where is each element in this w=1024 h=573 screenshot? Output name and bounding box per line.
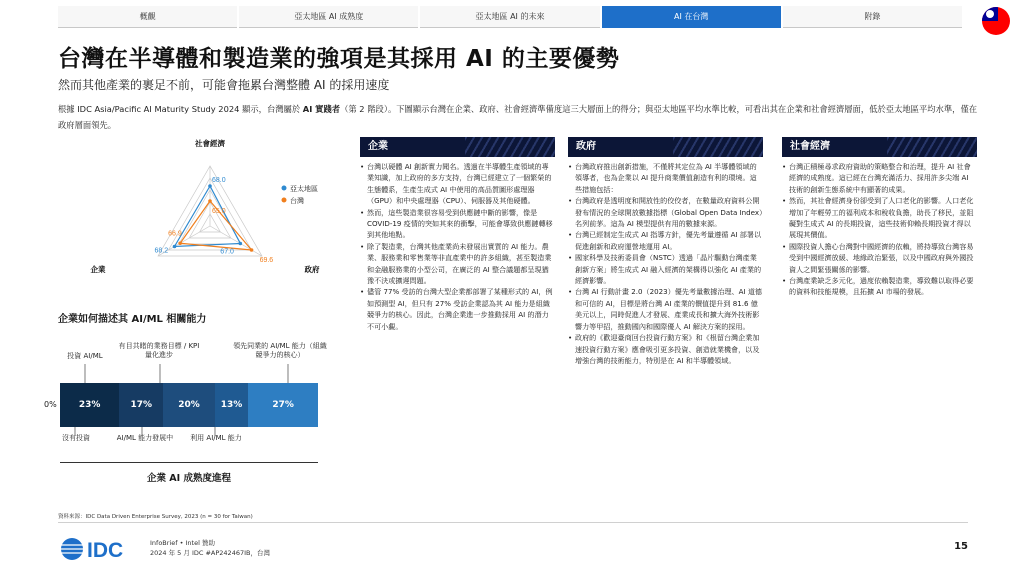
footer-line-1: InfoBrief • Intel 贊助 [150,539,215,547]
page-title: 台灣在半導體和製造業的強項是其採用 AI 的主要優勢 [58,46,620,72]
radar-point-apac-3 [239,242,243,246]
list-item: • 台灣政府是透明度和開放性的佼佼者，在數量政府資料公開發布情況的全球開放數據指標（Global Open Data Index）名列前茅。這為 AI 模型提供有用的數據來源。 [568,195,763,229]
anno-connectors-top [60,364,320,384]
list-item: • 台灣 AI 行動計畫 2.0（2023）優先考量數據治理、AI 道德和可信的 AI，目標是將台灣 AI 產業的價值提升到 81.6 億美元以上，同時促進人才發展、產業成長和擴大海外技術影響力等甲招，推動國內和國際優人 AI 解決方案的採用。 [568,286,763,332]
intro-paragraph [58,101,980,133]
tab-ai-in-taiwan[interactable]: AI 在台灣 [602,6,781,28]
bullet-list [360,161,555,332]
source-note: 資料來源：IDC Data Driven Enterprise Survey, 2023 (n = 30 for Taiwan) [58,514,253,520]
radar-point-taiwan-2 [178,241,182,245]
bar-segment-2: 17% [119,383,163,427]
intro-text-1: 根據 IDC Asia/Pacific AI Maturity Study 2024 顯示，台灣屬於 [58,104,303,114]
footer-info [150,538,270,558]
tab-overview[interactable]: 概觀 [58,6,237,28]
radar-point-apac-2 [173,245,177,249]
list-item: • 除了製造業，台灣其他產業尚未發展出實質的 AI 能力。農業、服務業和零售業等非直產業中的許多組織，甚至製造業和金融服務業的小型公司，在廣泛的 AI 整合議題都呈現猶豫不決或擴遲問題。 [360,241,555,287]
bar-zero-label: 0% [44,400,57,409]
anno-invest: 投資 AI/ML [67,352,103,360]
column-socioeconomic [782,137,977,298]
column-enterprise [360,137,555,332]
tab-appendix[interactable]: 附錄 [783,6,962,28]
list-item: • 國際投資人擔心台灣對中國經濟的依賴，將持導致台灣容易受到中國經濟放緩、地緣政治緊張，以及中國政府與外國投資人之間緊張關係的影響。 [782,241,977,275]
footer-line-2: 2024 年 5 月 IDC #AP242467IB，台灣 [150,549,270,557]
bullet-list [568,161,763,366]
tab-apac-maturity[interactable]: 亞太地區 AI 成熟度 [239,6,418,28]
radar-value-label-taiwan-1: 65.0 [212,208,226,215]
list-item: • 儘管 77% 受訪的台灣大型企業都部署了某種形式的 AI，例如預測型 AI，但只有 27% 受訪企業認為其 AI 能力是組織競爭力的核心。因此，台灣企業進一步推動採用 AI 的潛力不可小覷。 [360,286,555,332]
radar-axis-label-2: 企業 [90,265,106,274]
column-heading: 社會經濟 [782,137,977,157]
list-item: • 台灣產業缺乏多元化，過度依賴製造業，導致難以取得必要的資料和技能規模，且拓擴 AI 市場的發展。 [782,275,977,298]
tab-apac-future[interactable]: 亞太地區 AI 的未來 [420,6,599,28]
page-number: 15 [954,541,968,552]
legend-label-taiwan: 台灣 [290,197,304,205]
intro-highlight: AI 實踐者 [302,104,341,114]
list-item: • 國家科學及技術委員會（NSTC）透過「晶片驅動台灣產業創新方案」將生成式 AI 融入經濟的架構得以強化 AI 產業的經濟影響。 [568,252,763,286]
bullet-list [782,161,977,298]
list-item: • 然而，這些製造業很容易受到供應鏈中斷的影響，像是 COVID-19 疫情的突如其來的衝擊，可能會導致供應鏈轉移到其他地點。 [360,207,555,241]
bar-segment-5: 27% [248,383,318,427]
footer-divider [58,522,968,523]
legend-label-apac: 亞太地區 [290,185,318,193]
idc-logo-icon [60,537,140,561]
progression-line [60,462,318,463]
legend-marker-apac [282,186,287,191]
anno-leveraging: 利用 AI/ML 能力 [190,434,242,442]
legend-marker-taiwan [282,198,287,203]
bar-segment-1: 23% [60,383,119,427]
bar-segment-3: 20% [163,383,215,427]
radar-point-taiwan-1 [208,199,212,203]
radar-chart [80,136,340,286]
section-nav [58,6,964,28]
list-item: • 政府的《歡迎臺商回台投資行動方案》和《根留台灣企業加速投資行動方案》應會吸引更多投資、創造就業機會，以及增強台灣的技術能力，特別是在 AI 和半導體領域。 [568,332,763,366]
radar-value-label-taiwan-2: 66.9 [168,230,182,238]
anno-kpi: 有目共睹的業務目標 / KPI 量化進步 [118,342,200,359]
list-item: • 台灣已經制定生成式 AI 指導方針，優先考量遵循 AI 部署以促進創新和政府運營地運用 AI。 [568,229,763,252]
taiwan-flag-icon [982,7,1010,35]
bar-section-title: 企業如何描述其 AI/ML 相關能力 [58,314,207,325]
radar-point-taiwan-3 [250,248,254,252]
radar-value-label-apac-3: 67.0 [220,248,234,256]
page-subtitle: 然而其他產業的裹足不前，可能會拖累台灣整體 AI 的採用速度 [58,78,390,92]
list-item: • 台灣政府推出創新措施，不僅將其定位為 AI 半導體領域的領導者，也為企業以 AI 提升商業價值創造有利的環境。這些措施包括： [568,161,763,195]
column-heading: 政府 [568,137,763,157]
column-government [568,137,763,366]
intro-text-2: （第 2 階段）。下圖顯示台灣在企業、政府、社會經濟準備度這三大層面上的得分；與亞太地區平均水準比較，可看出其在企業和社會經濟層面，低於亞太地區平均水準，僅在政府層面領先。 [58,104,978,130]
anno-no-invest: 沒有投資 [62,434,90,442]
list-item: • 台灣正積極尋求政府資助的策略整合和治理，提升 AI 社會經濟的成熟度。這已經在台灣充滿活力、採用許多尖端 AI 技術的創新生態系統中有顯著的成果。 [782,161,977,195]
radar-axis-label-1: 社會經濟 [195,139,225,148]
bar-segment-4: 13% [215,383,249,427]
maturity-bar [60,383,318,427]
anno-developing: AI/ML 能力發展中 [116,434,174,442]
radar-value-label-apac-1: 68.0 [212,177,226,184]
maturity-progression-label: 企業 AI 成熟度進程 [146,473,231,484]
radar-value-label-taiwan-3: 69.6 [259,257,274,264]
radar-value-label-apac-2: 68.2 [154,247,169,255]
svg-text:IDC: IDC [87,539,124,561]
anno-leading: 領先同業的 AI/ML 能力（組織競爭力的核心） [233,342,327,359]
list-item: • 台灣以硬體 AI 創新實力聞名。透過在半導體生產領域的專業知識，加上政府的多方支持，台灣已經建立了一個繁榮的生態體系，生產生成式 AI 中使用的高品質圖形處理器（GPU）和中央處理器（CPU）、伺服器及其他硬體。 [360,161,555,207]
radar-axis-3 [210,226,262,256]
radar-axis-label-3: 政府 [304,265,320,274]
column-heading: 企業 [360,137,555,157]
radar-point-apac-1 [208,184,212,188]
list-item: • 然而，其社會經濟身份卻受到了人口老化的影響。人口老化增加了年輕勞工的福利成本和稅收負擔，助長了移民，並阻礙對生成式 AI 的長期投資，這些技術仰賴長期投資才得以展現其價值。 [782,195,977,241]
